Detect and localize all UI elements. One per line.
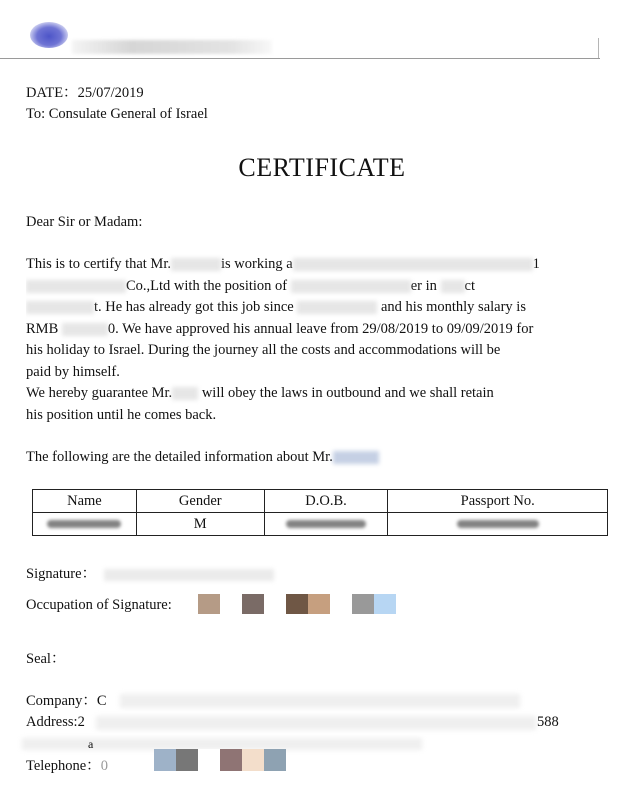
- redacted-company-tail: [26, 280, 126, 293]
- info-table: [32, 489, 608, 536]
- mosaic-block: [220, 594, 242, 614]
- table-header-row: [33, 490, 608, 513]
- column-header: Name: [33, 490, 137, 513]
- certificate-title: CERTIFICATE: [238, 153, 406, 182]
- table-row: [33, 513, 608, 536]
- redacted-start-date: [297, 301, 377, 314]
- certificate-body: [26, 254, 598, 426]
- address-tail: 588: [537, 714, 559, 730]
- column-header: Gender: [136, 490, 264, 513]
- body-line-7: We hereby guarantee Mr. will obey the laws in outbound and we shall retain: [26, 385, 494, 401]
- mosaic-block: [330, 594, 352, 614]
- body-line-5: his holiday to Israel. During the journey all the costs and accommodations will be: [26, 342, 501, 358]
- redacted-name: [171, 258, 221, 271]
- redacted-name-smudge: [47, 520, 121, 528]
- mosaic-block: [242, 749, 264, 771]
- company-line: Company：C: [26, 693, 107, 709]
- redacted-line-char: a: [88, 737, 94, 751]
- redacted-signature: [104, 569, 274, 581]
- header-company-name-redacted: [72, 40, 272, 54]
- redacted-address: [96, 716, 536, 730]
- column-header: D.O.B.: [264, 490, 388, 513]
- name-cell: [33, 513, 137, 536]
- telephone-line: Telephone：0: [26, 758, 108, 774]
- mosaic-block: [154, 749, 176, 771]
- mosaic-block: [286, 594, 308, 614]
- salutation: Dear Sir or Madam:: [26, 214, 143, 230]
- header-corner-mark: [598, 38, 599, 59]
- mosaic-block: [242, 594, 264, 614]
- mosaic-block: [220, 749, 242, 771]
- address-line: Address:2: [26, 714, 85, 730]
- redacted-name: [333, 451, 379, 464]
- mosaic-block: [198, 749, 220, 771]
- gender-cell: M: [136, 513, 264, 536]
- redacted-dob-smudge: [286, 520, 366, 528]
- redacted-department: [441, 280, 465, 293]
- redacted-name: [172, 387, 198, 400]
- redacted-department-tail: [26, 301, 94, 314]
- body-line-4: RMB 0. We have approved his annual leave from 29/08/2019 to 09/09/2019 for: [26, 320, 534, 337]
- body-line-8: his position until he comes back.: [26, 406, 217, 423]
- redacted-salary: [62, 323, 108, 336]
- occupation-line: Occupation of Signature:: [26, 597, 172, 613]
- date-label: DATE：: [26, 85, 78, 101]
- body-line-2: Co.,Ltd with the position of er in ct: [26, 276, 598, 298]
- mosaic-block: [198, 594, 220, 614]
- mosaic-block: [264, 594, 286, 614]
- mosaic-block: [374, 594, 396, 614]
- body-line-6: paid by himself.: [26, 363, 120, 380]
- seal-line: Seal：: [26, 651, 66, 667]
- mosaic-block: [352, 594, 374, 614]
- redacted-company: [293, 258, 533, 271]
- redacted-company-name: [120, 694, 520, 708]
- mosaic-block: [264, 749, 286, 771]
- passport-cell: [388, 513, 608, 536]
- to-line: To: Consulate General of Israel: [26, 106, 208, 122]
- dob-cell: [264, 513, 388, 536]
- following-line: The following are the detailed information about Mr.: [26, 448, 379, 466]
- redacted-position: [291, 280, 411, 293]
- date-line: [26, 84, 144, 102]
- redacted-passport-smudge: [457, 520, 539, 528]
- date-value: 25/07/2019: [77, 85, 144, 101]
- body-line-3: t. He has already got this job since and his monthly salary is: [26, 297, 598, 319]
- mosaic-block: [308, 594, 330, 614]
- body-line-1: This is to certify that Mr. is working a 1: [26, 256, 540, 272]
- signature-line: Signature：: [26, 566, 97, 582]
- mosaic-block: [176, 749, 198, 771]
- header-divider: [0, 58, 600, 59]
- column-header: Passport No.: [388, 490, 608, 513]
- company-logo-icon: [30, 22, 68, 48]
